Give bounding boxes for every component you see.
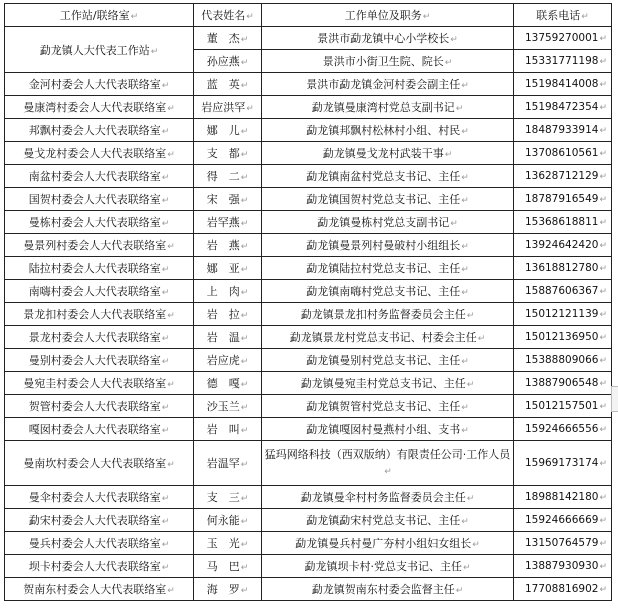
job-title: 勐龙镇曼别村党总支书记、主任 [306,354,461,367]
header-phone-label: 联系电话 [536,9,581,22]
job-cell: 勐龙镇邦飘村松林村小组、村民↵ [262,119,514,142]
station-name: 曼兵村委会人大代表联络室 [28,537,161,550]
phone-number: 18988142180 [524,491,599,503]
job-title: 勐龙镇曼兵村曼广夯村小组妇女组长 [295,537,472,550]
station-cell: 景龙扣村委会人大代表联络室↵ [5,303,194,326]
table-row [5,441,612,486]
station-cell: 贺管村委会人大代表联络室↵ [5,395,194,418]
station-name: 曼康湾村委会人大代表联络室 [23,101,167,114]
job-cell: 勐龙镇贺管村党总支书记、主任↵ [262,395,514,418]
phone-cell: 15924666669↵ [514,509,612,532]
job-cell: 景洪市小街卫生院、院长↵ [262,50,514,73]
station-cell: 勐宋村委会人大代表联络室↵ [5,509,194,532]
phone-cell: 15012157501↵ [514,395,612,418]
representative-name: 娜 儿 [206,124,240,137]
phone-cell: 18487933914↵ [514,119,612,142]
station-name: 邦飘村委会人大代表联络室 [28,124,161,137]
job-cell: 勐龙镇贺南东村委会监督主任↵ [262,578,514,601]
representative-name: 何永能 [206,514,240,527]
table-row [5,326,612,349]
job-title: 景洪市勐龙镇金河村委会副主任 [306,78,461,91]
table-row [5,486,612,509]
phone-number: 15012157501 [524,400,599,412]
name-cell: 支 三↵ [194,486,262,509]
station-name: 景龙村委会人大代表联络室 [28,331,161,344]
station-cell: 曼康湾村委会人大代表联络室↵ [5,96,194,119]
station-name: 曼伞村委会人大代表联络室 [28,491,161,504]
phone-number: 18787916549 [524,193,599,205]
table-row [5,27,612,50]
representative-name: 孙应燕 [206,55,240,68]
header-job: 工作单位及职务↵ [262,4,514,27]
phone-cell: 18787916549↵ [514,188,612,211]
station-cell: 国贺村委会人大代表联络室↵ [5,188,194,211]
table-row [5,119,612,142]
representative-name: 马 巴 [206,560,240,573]
job-cell: 勐龙镇曼宛圭村党总支书记、主任↵ [262,372,514,395]
phone-number: 15388809066 [524,354,599,366]
phone-cell: 13887906548↵ [514,372,612,395]
phone-cell: 18988142180↵ [514,486,612,509]
table-row [5,372,612,395]
representative-name: 岩 燕 [206,239,240,252]
job-cell: 猛玛网络科技（西双版纳）有限责任公司·工作人员↵ [262,441,514,486]
name-cell: 岩 燕↵ [194,234,262,257]
table-row [5,96,612,119]
phone-cell: 15388809066↵ [514,349,612,372]
name-cell: 岩罕燕↵ [194,211,262,234]
name-cell: 支 都↵ [194,142,262,165]
job-cell: 勐龙镇曼戈龙村武装干事↵ [262,142,514,165]
station-name: 南盆村委会人大代表联络室 [28,170,161,183]
station-name: 坝卡村委会人大代表联络室 [28,560,161,573]
job-cell: 勐龙镇曼伞村村务监督委员会主任↵ [262,486,514,509]
header-name: 代表姓名↵ [194,4,262,27]
phone-number: 15368618811 [524,216,599,228]
table-row [5,395,612,418]
job-title: 景洪市勐龙镇中心小学校长 [317,32,450,45]
station-cell: 曼景列村委会人大代表联络室↵ [5,234,194,257]
phone-number: 18487933914 [524,124,599,136]
header-job-label: 工作单位及职务 [344,9,422,22]
job-cell: 勐龙镇曼康湾村党总支副书记↵ [262,96,514,119]
job-cell: 勐龙镇曼别村党总支书记、主任↵ [262,349,514,372]
table-row [5,509,612,532]
name-cell: 海 罗↵ [194,578,262,601]
name-cell: 孙应燕↵ [194,50,262,73]
representative-name: 岩应虎 [206,354,240,367]
name-cell: 蓝 英↵ [194,73,262,96]
phone-cell: 15198414008↵ [514,73,612,96]
job-cell: 勐龙镇南盆村党总支书记、主任↵ [262,165,514,188]
station-name: 曼别村委会人大代表联络室 [28,354,161,367]
representative-name: 支 三 [206,491,240,504]
station-name: 嘎囡村委会人大代表联络室 [28,423,161,436]
table-row [5,165,612,188]
job-title: 勐龙镇国贺村党总支书记、主任 [306,193,461,206]
phone-number: 13628712129 [524,170,599,182]
name-cell: 德 嘎↵ [194,372,262,395]
header-phone: 联系电话↵ [514,4,612,27]
representative-name: 海 罗 [206,583,240,596]
station-cell: 曼栋村委会人大代表联络室↵ [5,211,194,234]
name-cell: 得 二↵ [194,165,262,188]
table-row [5,349,612,372]
name-cell: 宋 强↵ [194,188,262,211]
job-title: 勐龙镇邦飘村松林村小组、村民 [306,124,461,137]
representative-name: 得 二 [206,170,240,183]
representative-name: 蓝 英 [206,78,240,91]
station-cell: 南盆村委会人大代表联络室↵ [5,165,194,188]
station-name: 景龙扣村委会人大代表联络室 [23,308,167,321]
name-cell: 董 杰↵ [194,27,262,50]
station-cell: 曼兵村委会人大代表联络室↵ [5,532,194,555]
phone-cell: 13628712129↵ [514,165,612,188]
phone-number: 13708610561 [524,147,599,159]
job-title: 勐龙镇南嗨村党总支书记、主任 [306,285,461,298]
name-cell: 何永能↵ [194,509,262,532]
table-row [5,303,612,326]
station-cell: 勐龙镇人大代表工作站↵ [5,27,194,73]
phone-cell: 15887606367↵ [514,280,612,303]
job-title: 勐龙镇景龙村党总支书记、村委会主任 [289,331,477,344]
phone-number: 15198414008 [524,78,599,90]
job-title: 勐龙镇曼伞村村务监督委员会主任 [300,491,466,504]
job-cell: 勐龙镇嘎囡村曼燕村小组、支书↵ [262,418,514,441]
phone-cell: 13887930930↵ [514,555,612,578]
phone-number: 15887606367 [524,285,599,297]
phone-number: 17708816902 [524,583,599,595]
job-cell: 景洪市勐龙镇中心小学校长↵ [262,27,514,50]
phone-cell: 15368618811↵ [514,211,612,234]
representative-name: 岩 叫 [206,423,240,436]
job-title: 勐龙镇曼戈龙村武装干事 [322,147,444,160]
job-title: 勐龙镇贺管村党总支书记、主任 [306,400,461,413]
name-cell: 娜 儿↵ [194,119,262,142]
station-cell: 曼伞村委会人大代表联络室↵ [5,486,194,509]
job-title: 勐龙镇景龙扣村务监督委员会主任 [300,308,466,321]
representative-name: 岩温罕 [206,457,240,470]
phone-number: 13150764579 [524,537,599,549]
station-cell: 南嗨村委会人大代表联络室↵ [5,280,194,303]
representative-name: 岩罕燕 [206,216,240,229]
name-cell: 上 肉↵ [194,280,262,303]
job-cell: 勐龙镇曼景列村曼破村小组组长↵ [262,234,514,257]
station-name: 曼南坎村委会人大代表联络室 [23,457,167,470]
representative-name: 上 肉 [206,285,240,298]
phone-number: 15331771198 [524,55,599,67]
job-title: 勐龙镇贺南东村委会监督主任 [311,583,455,596]
phone-number: 15012136950 [524,331,599,343]
phone-cell: 13924642420↵ [514,234,612,257]
phone-cell: 15969173174↵ [514,441,612,486]
representative-name: 德 嘎 [206,377,240,390]
job-title: 景洪市小街卫生院、院长 [322,55,444,68]
header-station-label: 工作站/联络室 [59,9,130,22]
table-row [5,188,612,211]
name-cell: 马 巴↵ [194,555,262,578]
representative-name: 岩 温 [206,331,240,344]
header-station: 工作站/联络室↵ [5,4,194,27]
phone-number: 13887906548 [524,377,599,389]
phone-cell: 15198472354↵ [514,96,612,119]
job-title: 勐龙镇曼景列村曼破村小组组长 [306,239,461,252]
station-cell: 坝卡村委会人大代表联络室↵ [5,555,194,578]
phone-number: 15924666669 [524,514,599,526]
table-row [5,578,612,601]
job-title: 勐龙镇曼栋村党总支副书记 [317,216,450,229]
phone-cell: 13708610561↵ [514,142,612,165]
job-cell: 勐龙镇陆拉村党总支书记、主任↵ [262,257,514,280]
table-row [5,418,612,441]
phone-number: 13924642420 [524,239,599,251]
table-row [5,555,612,578]
name-cell: 岩 叫↵ [194,418,262,441]
name-cell: 沙玉兰↵ [194,395,262,418]
station-name: 曼景列村委会人大代表联络室 [23,239,167,252]
representative-name: 沙玉兰 [206,400,240,413]
job-title: 勐龙镇曼康湾村党总支副书记 [311,101,455,114]
representative-name: 岩应洪罕 [201,101,246,114]
header-name-label: 代表姓名 [201,9,246,22]
station-name: 勐龙镇人大代表工作站 [39,43,150,57]
station-cell: 邦飘村委会人大代表联络室↵ [5,119,194,142]
phone-number: 13759270001 [524,32,599,44]
name-cell: 岩 温↵ [194,326,262,349]
table-row [5,257,612,280]
phone-number: 13887930930 [524,560,599,572]
station-cell: 陆拉村委会人大代表联络室↵ [5,257,194,280]
table-row [5,73,612,96]
phone-cell: 13759270001↵ [514,27,612,50]
name-cell: 岩应虎↵ [194,349,262,372]
phone-number: 15924666556 [524,423,599,435]
representative-name: 娜 亚 [206,262,240,275]
phone-cell: 13618812780↵ [514,257,612,280]
name-cell: 岩 拉↵ [194,303,262,326]
job-cell: 勐龙镇坝卡村·党总支书记、主任↵ [262,555,514,578]
side-scroll-tab[interactable] [611,386,618,412]
job-cell: 勐龙镇曼栋村党总支副书记↵ [262,211,514,234]
representative-name: 宋 强 [206,193,240,206]
job-cell: 勐龙镇景龙村党总支书记、村委会主任↵ [262,326,514,349]
job-title: 勐龙镇曼宛圭村党总支书记、主任 [300,377,466,390]
station-name: 金河村委会人大代表联络室 [28,78,161,91]
table-row [5,142,612,165]
name-cell: 岩温罕↵ [194,441,262,486]
job-title: 勐龙镇陆拉村党总支书记、主任 [306,262,461,275]
table-row [5,234,612,257]
station-cell: 曼别村委会人大代表联络室↵ [5,349,194,372]
station-cell: 嘎囡村委会人大代表联络室↵ [5,418,194,441]
phone-number: 15198472354 [524,101,599,113]
table-row [5,532,612,555]
job-title: 勐龙镇勐宋村党总支书记、主任 [306,514,461,527]
station-cell: 曼南坎村委会人大代表联络室↵ [5,441,194,486]
station-name: 勐宋村委会人大代表联络室 [28,514,161,527]
phone-cell: 15331771198↵ [514,50,612,73]
station-cell: 曼宛圭村委会人大代表联络室↵ [5,372,194,395]
name-cell: 娜 亚↵ [194,257,262,280]
phone-number: 15969173174 [524,457,599,469]
representative-name: 玉 光 [206,537,240,550]
job-cell: 勐龙镇勐宋村党总支书记、主任↵ [262,509,514,532]
job-cell: 景洪市勐龙镇金河村委会副主任↵ [262,73,514,96]
table-row [5,280,612,303]
job-title: 勐龙镇南盆村党总支书记、主任 [306,170,461,183]
station-name: 陆拉村委会人大代表联络室 [28,262,161,275]
phone-cell: 15924666556↵ [514,418,612,441]
representative-name: 岩 拉 [206,308,240,321]
station-cell: 金河村委会人大代表联络室↵ [5,73,194,96]
phone-number: 13618812780 [524,262,599,274]
name-cell: 玉 光↵ [194,532,262,555]
station-name: 贺南东村委会人大代表联络室 [23,583,167,596]
name-cell: 岩应洪罕↵ [194,96,262,119]
phone-cell: 13150764579↵ [514,532,612,555]
phone-cell: 15012136950↵ [514,326,612,349]
station-name: 曼宛圭村委会人大代表联络室 [23,377,167,390]
job-cell: 勐龙镇国贺村党总支书记、主任↵ [262,188,514,211]
station-name: 曼栋村委会人大代表联络室 [28,216,161,229]
job-title: 勐龙镇嘎囡村曼燕村小组、支书 [306,423,461,436]
header-row [5,4,612,27]
job-cell: 勐龙镇景龙扣村务监督委员会主任↵ [262,303,514,326]
job-title: 猛玛网络科技（西双版纳）有限责任公司·工作人员 [264,447,511,461]
representatives-table [4,3,612,601]
station-name: 曼戈龙村委会人大代表联络室 [23,147,167,160]
representative-name: 董 杰 [206,32,240,45]
representative-name: 支 都 [206,147,240,160]
table-row [5,211,612,234]
station-cell: 曼戈龙村委会人大代表联络室↵ [5,142,194,165]
job-title: 勐龙镇坝卡村·党总支书记、主任 [304,560,462,573]
station-cell: 景龙村委会人大代表联络室↵ [5,326,194,349]
station-name: 南嗨村委会人大代表联络室 [28,285,161,298]
phone-cell: 17708816902↵ [514,578,612,601]
station-cell: 贺南东村委会人大代表联络室↵ [5,578,194,601]
job-cell: 勐龙镇南嗨村党总支书记、主任↵ [262,280,514,303]
phone-number: 15012121139 [524,308,599,320]
job-cell: 勐龙镇曼兵村曼广夯村小组妇女组长↵ [262,532,514,555]
phone-cell: 15012121139↵ [514,303,612,326]
station-name: 贺管村委会人大代表联络室 [28,400,161,413]
station-name: 国贺村委会人大代表联络室 [28,193,161,206]
